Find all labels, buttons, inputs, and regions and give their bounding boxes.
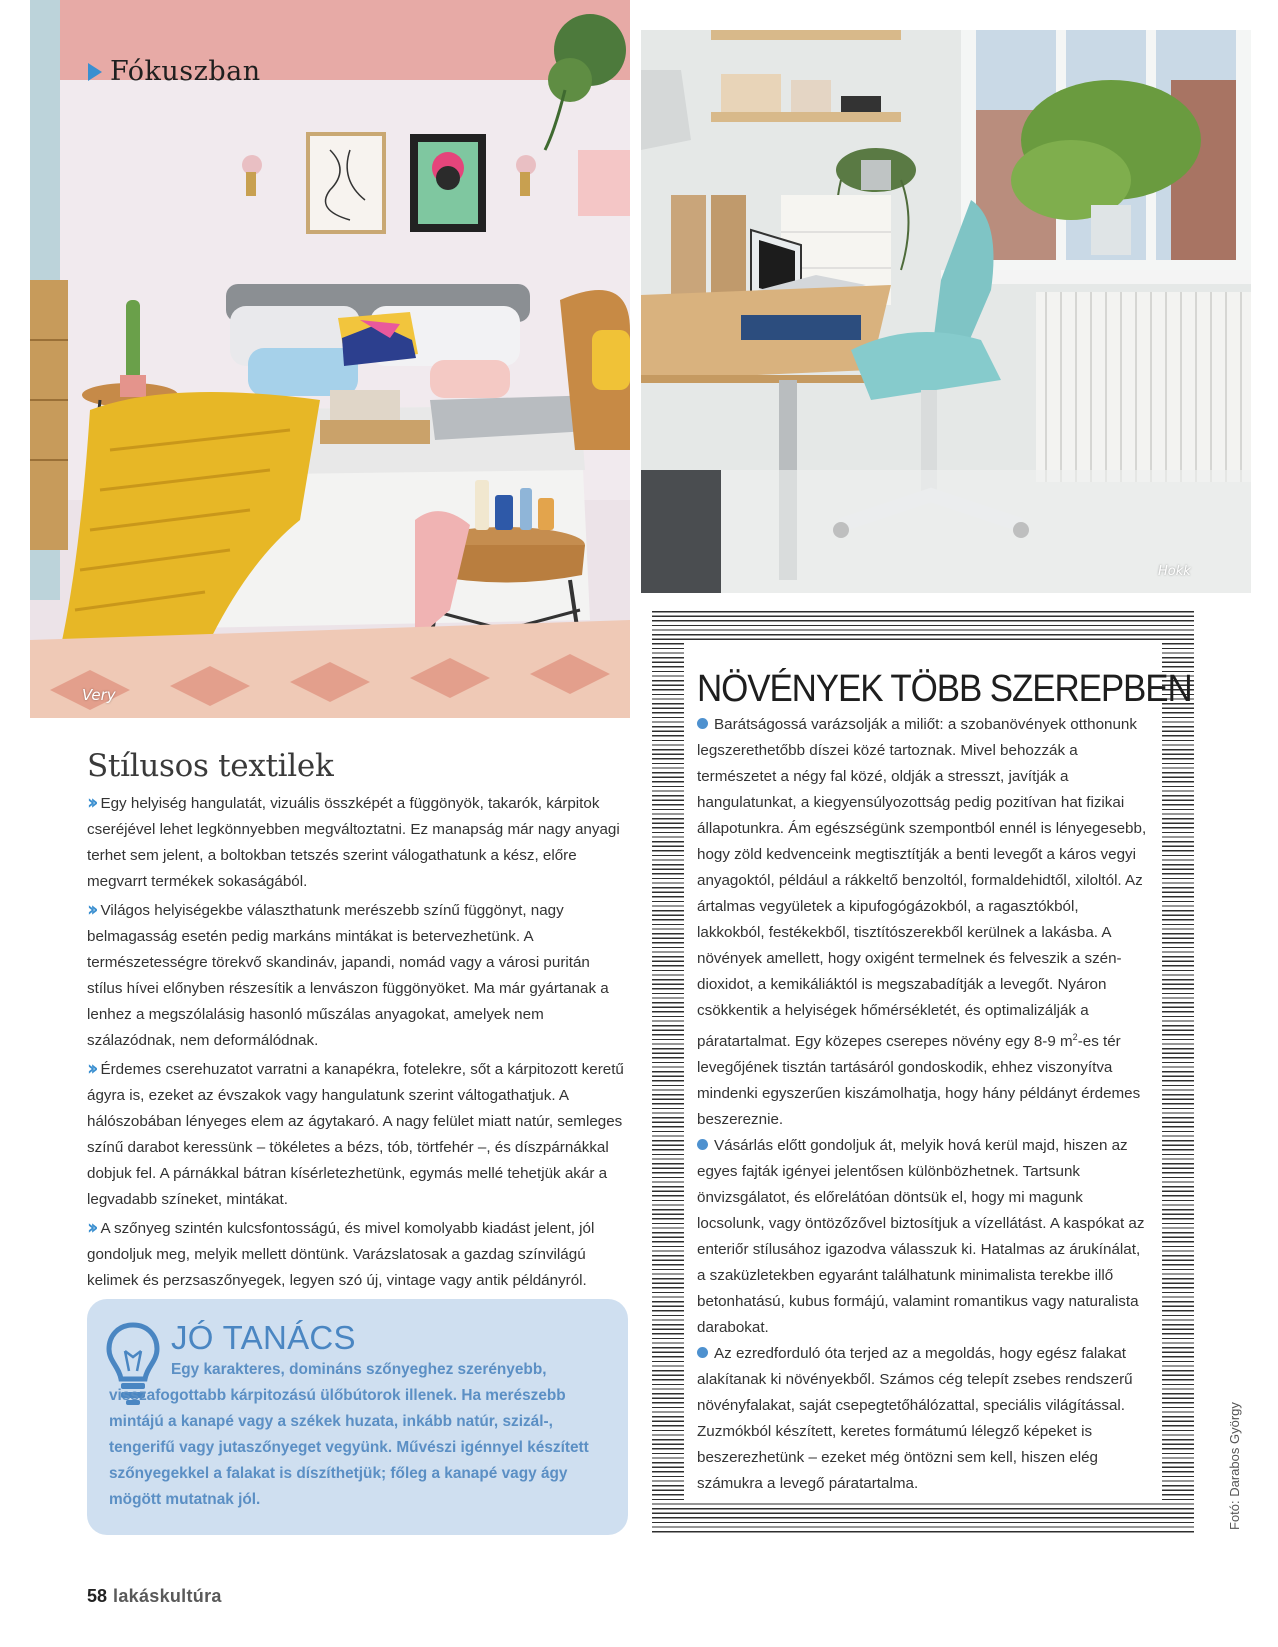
plants-paragraph-3: Az ezredforduló óta terjed az a megoldás, hogy egész falakat alakítanak ki növényekből. Számos cég telepít zsebes rendszerű növényfalakat, saját csepegtetőhálózattal, speciális világítással. Zuzmókból készített, keretes formátumú lélegző képeket is beszerezhetünk – ezeket még öntözni sem kell, hiszen elég számukra a levegő páratartalma. <box>697 1345 1133 1493</box>
magazine-name: lakáskultúra <box>113 1586 222 1606</box>
tip-box <box>87 1299 628 1535</box>
section-tag <box>88 56 261 87</box>
bedroom-illustration <box>30 0 630 718</box>
office-illustration <box>641 30 1251 593</box>
section-tag-label: Fókuszban <box>110 56 261 87</box>
bedroom-photo <box>30 0 630 718</box>
office-photo-credit: Hokk <box>1158 564 1191 579</box>
chevron-right-icon: ›› <box>87 897 94 921</box>
textiles-paragraph-3: ›› Érdemes cserehuzatot varratni a kanapékra, fotelekre, sőt a kárpitozott keretű ágyra is, ezeket az évszakok vagy hangulatunk szerint váltogathatjuk. A hálószobában lényeges elem az ágytakaró. A nagy felület miatt natúr, semleges színű darabot keressünk – tökéletes a bézs, tób, törtfehér –, és díszpárnákkal dobjuk fel. A párnákkal bátran kísérletezhetünk, egymás mellé tehetjük akár a legvadabb színeket, mintákat. <box>87 1056 624 1208</box>
page-footer <box>87 1586 222 1607</box>
chevron-right-icon: ›› <box>87 790 94 814</box>
bullet-icon <box>697 718 708 729</box>
plants-article <box>697 712 1147 1497</box>
plants-paragraph-1: Barátságossá varázsolják a miliőt: a szobanövények otthonunk legszerethetőbb díszei közé tartoznak. Mivel behozzák a természetet a négy fal közé, oldják a stresszt, javítják a hangulatunkat, a kiegyensúlyozottság pedig pozitívan hat fizikai állapotunkra. Ám egészségünk szempontból ennél is lényegesebb, hogy zöld kedvenceink megtisztítják a benti levegőt a káros vegyi anyagoktól, például a rákkeltő benzoltól, formaldehidtől, xiloltól. Az ártalmas vegyületek a kipufogógázokból, a ragasztókból, lakkokból, festékekből, tisztítószerekből kerülnek a lakásba. A növények amellett, hogy oxigént termelnek és felveszik a szén-dioxidot, a kemikáliáktól is megszabadítják a levegőt. Nyáron csökkentik a helyiségek hőmérsékletét, és optimalizálják a páratartalmat. Egy közepes cserepes növény egy 8-9 $m^2-es$ tér levegőjének tisztán tartásáról gondoskodik, ehhez viszonyítva mindenki egyszerűen kiszámolhatja, hogy hány példányt érdemes beszereznie. <box>697 716 1147 1129</box>
triangle-icon <box>88 63 102 81</box>
textiles-heading: Stílusos textilek <box>87 748 334 784</box>
tip-title: JÓ TANÁCS <box>171 1319 356 1356</box>
chevron-right-icon: ›› <box>87 1056 94 1080</box>
bullet-icon <box>697 1347 708 1358</box>
textiles-paragraph-4: ›› A szőnyeg szintén kulcsfontosságú, és mivel komolyabb kiadást jelent, jól gondoljuk meg, melyik mellett döntünk. Varázslatosak a gazdag színvilágú kelimek és perzsaszőnyegek, legyen szó új, vintage vagy antik példányról. <box>87 1215 595 1289</box>
tip-text: Egy karakteres, domináns szőnyeghez szerényebb, visszafogottabb kárpitozású ülőbútorok illenek. Ha merészebb mintájú a kanapé vagy a székek huzata, inkább natúr, szizál-, tengerifű vagy jutaszőnyeget vegyünk. Művészi igénnyel készített szőnyegekkel a falakat is díszíthetjük; főleg a kanapé vagy ágy mögött mutatnak jól. <box>109 1361 589 1508</box>
chevron-right-icon: ›› <box>87 1215 94 1239</box>
bedroom-photo-credit: Very <box>82 686 116 704</box>
textiles-paragraph-2: ›› Világos helyiségekbe választhatunk merészebb színű függönyt, nagy belmagasság esetén pedig markáns mintákat is betervezhetünk. A természetességre törekvő skandináv, japandi, nomád vagy a városi puritán stílus hívei előnyben részesítik a lenvászon függönyöket. Ma már gyártanak a lenhez a megszólalásig hasonló műszálas anyagokat, amelyek nem szálazódnak, nem deformálódnak. <box>87 897 609 1049</box>
textiles-paragraph-1: ›› Egy helyiség hangulatát, vizuális összképét a függönyök, takarók, kárpitok cseréjével lehet legkönnyebben megváltoztatni. Ez manapság már nagy anyagi terhet sem jelent, a boltokban tetszés szerint válogathatunk a kész, előre megvarrt termékek sokaságából. <box>87 790 620 890</box>
page-number: 58 <box>87 1586 108 1606</box>
office-photo <box>641 30 1251 593</box>
photographer-credit: Fotó: Darabos György <box>1227 1402 1242 1530</box>
textiles-article <box>87 748 627 1294</box>
plants-paragraph-2: Vásárlás előtt gondoljuk át, melyik hová kerül majd, hiszen az egyes fajták igényei jelentősen különbözhetnek. Tartsunk önvizsgálatot, és előrelátóan döntsük el, hogy mi magunk locsolunk, vagy öntözőzővel biztosítjuk a vízellátást. A kaspókat az enteriőr stílusához igazodva válasszuk ki. Hatalmas az árukínálat, a szaküzletekben egyaránt találhatunk minimalista terekbe illő betonhatású, kubus formájú, valamint romantikus vagy naturalista darabokat. <box>697 1137 1145 1337</box>
plants-title: NÖVÉNYEK TÖBB SZEREPBEN <box>697 668 1192 710</box>
bullet-icon <box>697 1139 708 1150</box>
